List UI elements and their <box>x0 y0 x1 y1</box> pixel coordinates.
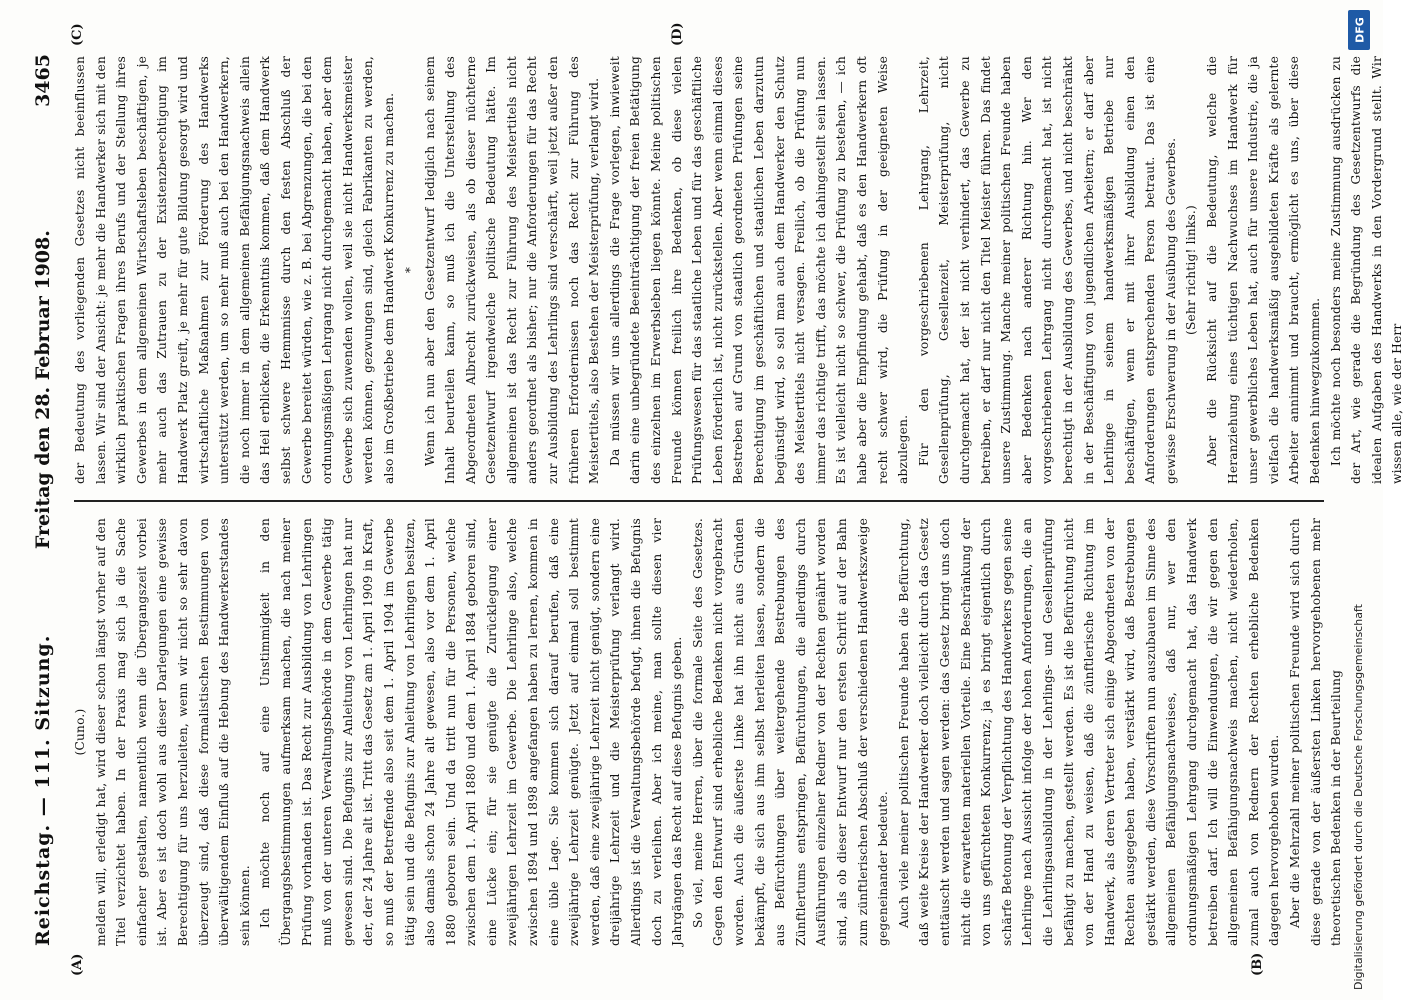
page-footer <box>1340 0 1380 1000</box>
speaker-name: (Cuno.) <box>73 708 87 756</box>
section-star: * <box>402 266 417 274</box>
left-column <box>70 518 1344 946</box>
header-left: Reichstag. — 111. Sitzung. <box>32 634 54 946</box>
header-date: Freitag den 28. Februar 1908. <box>32 230 54 550</box>
paragraph: melden will, erledigt hat, wird dieser schon längst vorher auf den Titel verzichtet haben. In der Praxis mag sich ja die Sache einfacher gestalten, namentlich wenn die Übergangszeit vorbei ist. Aber es ist doch wohl aus dieser Darlegungen eine gewisse Berechtigung für uns herzuleiten, wenn wir nicht so sehr davon überzeugt sind, daß diese formalistischen Bestimmungen von überwältigendem Einfluß auf die Hebung des Handwerkerstandes sein können. <box>93 518 252 946</box>
paragraph: Auch viele meiner politischen Freunde haben die Befürchtung, daß weite Kreise der Handwerker doch vielleicht durch das Gesetz enttäuscht werden und sagen werden: das Gesetz bringt uns doch nicht die erwarteten materiellen Vorteile. Eine Beschränkung der von uns gefürchteten Konkurrenz; ja es bringt eigentlich durch schärfe Betonung der Verpflichtung des Handwerkers gegen seine Lehrlinge nach Aussicht infolge der hohen Anforderungen, die an die Lehrlingsausbildung in der Lehrlings- und Gesellenprüfung befähigt zu machen, gestellt werden. Es ist die Befürchtung nicht von der Hand zu weisen, daß die zünftlerische Richtung im Handwerk, als deren Vertreter sich einige Abgeordneten von der Rechten ausgegeben haben, verstärkt wird, daß Bestrebungen gestärkt werden, diese Vorschriften nun auszubauen im Sinne des allgemeinen Befähigungsnachweises, daß nur, wer den ordnungsmäßigen Lehrgang durchgemacht hat, das Handwerk betreiben darf. Ich will die Einwendungen, die wir gegen den allgemeinen Befähigungsnachweis machen, nicht wiederholen, zumal auch von Rednern der Rechten erhebliche Bedenken dagegen hervorgehoben wurden. <box>896 518 1282 946</box>
dfg-logo-icon <box>1348 10 1370 50</box>
page-header <box>14 54 74 946</box>
paragraph: der Bedeutung des vorliegenden Gesetzes nicht beeinflussen lassen. Wir sind der Ansicht: je mehr die Handwerker sich mit den wirklich praktischen Fragen ihres Berufs und der Stellung ihres Gewerbes in dem allgemeinen Wirtschaftsleben beschäftigen, je mehr auch das Zutrauen zu der Existenzberechtigung im Handwerk Platz greift, je mehr für gute Bildung gesorgt wird und wirtschaftliche Maßnahmen zur Förderung des Handwerks unterstützt werden, um so mehr muß auch bei den Handwerkern, die noch immer in dem allgemeinen Befähigungsnachweis allein das Heil erblicken, die Erkenntnis kommen, daß dem Handwerk selbst schwere Hemmnisse durch den festen Abschluß der Gewerbe bereitet würden, wie z. B. bei Abgrenzungen, die bei den ordnungsmäßigen Lehrgang nicht durchgemacht haben, aber dem Gewerbe sich zuwenden wollen, weil sie nicht Handwerksmeister werden können, gezwungen sind, gleich Fabrikanten zu werden, also im Großbetriebe dem Handwerk Konkurrenz zu machen. <box>73 56 396 484</box>
paragraph: Für den vorgeschriebenen Lehrgang, Lehrzeit, Gesellenprüfung, Gesellenzeit, Meisterprüfung, nicht durchgemacht hat, der ist nicht verhindert, das Gewerbe zu betreiben, er darf nur nicht den Titel Meister führen. Das findet unsere Zustimmung. Manche meiner politischen Freunde haben aber Bedenken nach anderer Richtung hin. Wer den vorgeschriebenen Lehrgang nicht durchgemacht hat, ist nicht berechtigt in der Ausbildung des Gewerbes, und nicht beschränkt in der Beschäftigung von jugendlichen Arbeitern; er darf aber Lehrlinge in seinem handwerksmäßigen Betriebe nur beschäftigen, wenn er mit ihrer Ausbildung einen den Anforderungen entsprechenden Person betraut. Das ist eine gewisse Erschwerung in der Ausübung des Gewerbes. <box>916 56 1178 484</box>
paragraph: Aber die Mehrzahl meiner politischen Freunde wird sich durch diese gerade von der äußersten Linken hervorgehobenen mehr theoretischen Bedenken in der Beurteilung <box>1288 518 1344 946</box>
dfg-logo-label: DFG <box>1353 17 1367 43</box>
paragraph: Ich möchte noch besonders meine Zustimmung ausdrücken zu der Art, wie gerade die Begründung des Gesetzentwurfs die idealen Aufgaben des Handwerks in den Vordergrund stellt. Wir wissen alle, wie der Herr <box>1328 56 1405 484</box>
paragraph: Da müssen wir uns allerdings die Frage vorlegen, inwieweit darin eine unbegründete Beeinträchtigung der freien Betätigung des einzelnen im Erwerbsleben liegen könnte. Meine politischen Freunde können freilich ihre Bedenken, ob diese vielen Prüfungswesen für das staatliche Leben und für das geschäftliche Leben förderlich ist, nicht zurückstellen. Aber wenn einmal dieses Bestreben auf Grund von staatlich geordneten Prüfungen seine Berechtigung im geschäftlichen und staatlichen Leben darzutun begünstigt wird, so soll man auch dem Handwerker den Schutz des Meistertitels nicht versagen. Freilich, ob die Prüfung nun immer das richtige trifft, das möchte ich dahingestellt sein lassen. Es ist vielleicht nicht so schwer, die Prüfung zu bestehen, — ich habe aber die Empfindung gehabt, daß es den Handwerkern oft recht schwer wird, die Prüfung in der geeigneten Weise abzulegen. <box>607 56 911 484</box>
paragraph: Ich möchte noch auf eine Unstimmigkeit in den Übergangsbestimmungen aufmerksam machen, die nach meiner Prüfung vorhanden ist. Das Recht zur Ausbildung von Lehrlingen muß von der unteren Verwaltungsbehörde in dem Gewerbe tätig gewesen sind. Die Befugnis zur Anleitung von Lehrlingen hat nur der, der 24 Jahre alt ist. Tritt das Gesetz am 1. April 1909 in Kraft, so muß der Betreffende also seit dem 1. April 1904 im Gewerbe tätig sein und die Befugnis zur Anleitung von Lehrlingen besitzen, also damals schon 24 Jahre alt gewesen, also vor dem 1. April 1880 geboren sein. Und da tritt nun für die Personen, welche zwischen dem 1. April 1880 und dem 1. April 1884 geboren sind, eine Lücke ein; für sie genügte die Zurücklegung einer zweijährigen Lehrzeit im Gewerbe. Die Lehrlinge also, welche zwischen 1894 und 1898 angefangen haben zu lernen, kommen in eine üble Lage. Sie kommen sich darauf berufen, daß eine zweijährige Lehrzeit genügte. Jetzt auf einmal soll bestimmt werden, daß eine zweijährige Lehrzeit nicht genügt, sondern eine dreijährige Lehrzeit und die Meisterprüfung verlangt wird. Allerdings ist die Verwaltungsbehörde befugt, ihnen die Befugnis doch zu verleihen. Aber ich meine, man sollte diesen vier Jahrgängen das Recht auf diese Befugnis geben. <box>258 518 685 946</box>
header-right <box>32 54 54 549</box>
paragraph: Wenn ich nun aber den Gesetzentwurf lediglich nach seinem Inhalt beurteilen kann, so muß ich die Unterstellung des Abgeordneten Albrecht zurückweisen, als ob dieser nüchterne Gesetzentwurf irgendwelche politische Bedeutung hätte. Im allgemeinen ist das Recht zur Führung des Meistertitels nicht anders geordnet als bisher; nur die Anforderungen für das Recht zur Ausbildung des Lehrlings sind verschärft, weil jetzt außer den früheren Erfordernissen noch das Recht zur Führung des Meistertitels, also Bestehen der Meisterprüfung, verlangt wird. <box>422 56 602 484</box>
interjection: (Sehr richtig! links.) <box>1184 205 1199 335</box>
funding-notice: Digitalisierung gefördert durch die Deutsche Forschungsgemeinschaft <box>1352 604 1365 990</box>
margin-marker-b: (B) <box>1250 952 1265 976</box>
margin-marker-a: (A) <box>70 953 85 976</box>
paragraph: Aber die Rücksicht auf die Bedeutung, welche die Heranziehung eines tüchtigen Nachwuchses im Handwerk für unser gewerbliches Leben hat, auch für unsere Industrie, die ja vielfach die handwerksmäßig ausgebildeten Kräfte als gelernte Arbeiter annimmt und braucht, ermöglicht es uns, über diese Bedenken hinwegzukommen. <box>1205 56 1323 484</box>
paragraph: So viel, meine Herren, über die formale Seite des Gesetzes. Gegen den Entwurf sind erhebliche Bedenken nicht vorgebracht worden. Auch die äußerste Linke hat ihn nicht aus Gründen bekämpft, die sich aus ihm selbst herleiten lassen, sondern die aus Befürchtungen über weitergehende Bestrebungen des Zünftlertums entspringen, Befürchtungen, die allerdings durch Ausführungen einzelner Redner von der Rechten genährt worden sind, als ob dieser Entwurf nur den ersten Schritt auf der Bahn zum zünftlerischen Abschluß der verschiedenen Handwerkszweige gegeneinander bedeute. <box>690 518 891 946</box>
right-column <box>70 56 1405 484</box>
margin-marker-c: (C) <box>70 23 85 46</box>
page-number: 3465 <box>32 54 54 107</box>
column-divider <box>74 500 1324 502</box>
margin-marker-d: (D) <box>670 22 685 46</box>
